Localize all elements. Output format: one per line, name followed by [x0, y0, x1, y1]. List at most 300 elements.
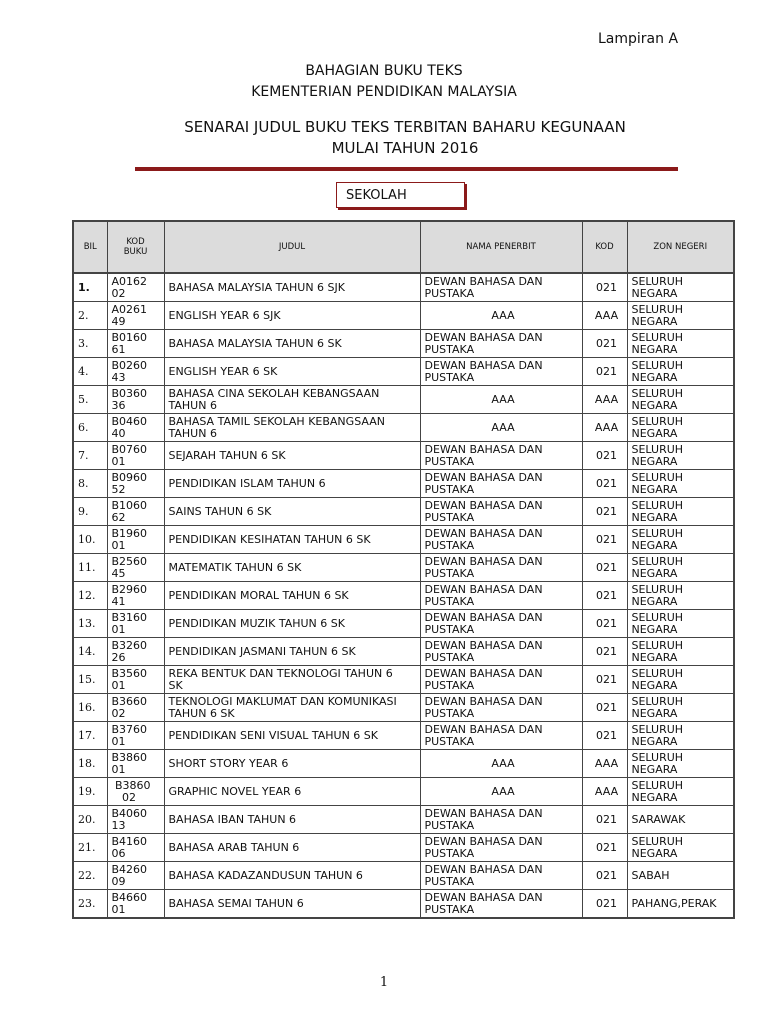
zon-line1: SELURUH — [631, 750, 684, 764]
zon-line1: SELURUH — [631, 302, 684, 316]
kod-buku-line2: 09 — [111, 874, 126, 888]
penerbit-line2: PUSTAKA — [424, 538, 475, 552]
cell-kod-buku — [107, 358, 164, 386]
textbook-table — [72, 220, 735, 919]
cell-kod-buku — [107, 834, 164, 862]
judul-line2: TAHUN 6 — [168, 426, 217, 440]
penerbit-line1: DEWAN BAHASA DAN — [424, 694, 543, 708]
cell-penerbit — [420, 470, 582, 498]
header-kod: KOD — [582, 221, 627, 273]
table-row — [73, 778, 734, 806]
zon-line2: NEGARA — [631, 706, 678, 720]
penerbit-line2: PUSTAKA — [424, 706, 475, 720]
cell-penerbit — [420, 442, 582, 470]
cell-penerbit — [420, 694, 582, 722]
cell-judul — [164, 694, 420, 722]
kod-buku-line1: B3560 — [111, 666, 148, 680]
cell-judul — [164, 414, 420, 442]
cell-bil: 19. — [73, 778, 107, 806]
cell-kod: 021 — [582, 862, 627, 890]
table-row — [73, 610, 734, 638]
cell-zon-negeri — [627, 694, 734, 722]
cell-kod: 021 — [582, 470, 627, 498]
kod-buku-line2: 01 — [111, 902, 126, 916]
zon-line1: SELURUH — [631, 610, 684, 624]
table-row — [73, 666, 734, 694]
table-row — [73, 554, 734, 582]
kod-buku-line2: 02 — [111, 286, 126, 300]
penerbit-line2: PUSTAKA — [424, 650, 475, 664]
kod-buku-line1: B0760 — [111, 442, 148, 456]
header-kod-buku-line1: KOD — [126, 237, 145, 247]
kod-buku-line1: A0261 — [111, 302, 148, 316]
table-row — [73, 890, 734, 919]
penerbit-line2: PUSTAKA — [424, 454, 475, 468]
penerbit-line2: PUSTAKA — [424, 594, 475, 608]
lampiran-label: Lampiran A — [598, 31, 679, 47]
zon-line1: SELURUH — [631, 778, 684, 792]
cell-judul: SEJARAH TAHUN 6 SK — [164, 442, 420, 470]
cell-bil: 5. — [73, 386, 107, 414]
table-row — [73, 470, 734, 498]
kod-buku-line2: 62 — [111, 510, 126, 524]
cell-judul: ENGLISH YEAR 6 SJK — [164, 302, 420, 330]
kod-buku-line2: 01 — [111, 454, 126, 468]
table-row — [73, 498, 734, 526]
kod-buku-line2: 43 — [111, 370, 126, 384]
cell-bil: 7. — [73, 442, 107, 470]
cell-kod: 021 — [582, 273, 627, 302]
kod-buku-line1: B0260 — [111, 358, 148, 372]
penerbit-line2: PUSTAKA — [424, 510, 475, 524]
table-row — [73, 638, 734, 666]
cell-kod: 021 — [582, 834, 627, 862]
cell-kod: AAA — [582, 750, 627, 778]
header-zon-negeri: ZON NEGERI — [627, 221, 734, 273]
cell-judul — [164, 386, 420, 414]
table-row — [73, 694, 734, 722]
cell-judul: PENDIDIKAN ISLAM TAHUN 6 — [164, 470, 420, 498]
penerbit-line1: DEWAN BAHASA DAN — [424, 442, 543, 456]
cell-penerbit — [420, 638, 582, 666]
cell-zon-negeri — [627, 498, 734, 526]
kod-buku-line2: 01 — [111, 622, 126, 636]
cell-kod-buku — [107, 610, 164, 638]
cell-penerbit: AAA — [420, 750, 582, 778]
kod-buku-line1: B0360 — [111, 386, 148, 400]
kod-buku-line2: 45 — [111, 566, 126, 580]
department-line-2: KEMENTERIAN PENDIDIKAN MALAYSIA — [251, 84, 517, 100]
cell-zon-negeri: PAHANG,PERAK — [627, 890, 734, 919]
cell-penerbit — [420, 526, 582, 554]
zon-line1: SELURUH — [631, 414, 684, 428]
cell-judul: BAHASA MALAYSIA TAHUN 6 SK — [164, 330, 420, 358]
header-nama-penerbit: NAMA PENERBIT — [420, 221, 582, 273]
cell-zon-negeri — [627, 386, 734, 414]
penerbit-line1: DEWAN BAHASA DAN — [424, 890, 543, 904]
penerbit-line1: DEWAN BAHASA DAN — [424, 526, 543, 540]
penerbit-line1: DEWAN BAHASA DAN — [424, 638, 543, 652]
cell-zon-negeri — [627, 722, 734, 750]
kod-buku-line1: B3260 — [111, 638, 148, 652]
cell-judul: BAHASA SEMAI TAHUN 6 — [164, 890, 420, 919]
table-row — [73, 358, 734, 386]
penerbit-line2: PUSTAKA — [424, 622, 475, 636]
zon-line2: NEGARA — [631, 342, 678, 356]
judul-line2: SK — [168, 678, 183, 692]
cell-kod: AAA — [582, 386, 627, 414]
kod-buku-line2: 40 — [111, 426, 126, 440]
cell-kod-buku — [107, 330, 164, 358]
penerbit-line1: DEWAN BAHASA DAN — [424, 610, 543, 624]
cell-kod-buku — [107, 638, 164, 666]
cell-bil: 16. — [73, 694, 107, 722]
cell-bil: 4. — [73, 358, 107, 386]
penerbit-line1: DEWAN BAHASA DAN — [424, 722, 543, 736]
cell-kod-buku — [107, 778, 164, 806]
penerbit-line1: DEWAN BAHASA DAN — [424, 554, 543, 568]
cell-bil: 15. — [73, 666, 107, 694]
cell-penerbit — [420, 666, 582, 694]
zon-line2: NEGARA — [631, 846, 678, 860]
penerbit-line1: DEWAN BAHASA DAN — [424, 470, 543, 484]
zon-line1: SELURUH — [631, 694, 684, 708]
cell-kod: AAA — [582, 778, 627, 806]
school-label-box: SEKOLAH — [336, 182, 465, 208]
zon-line1: SELURUH — [631, 330, 684, 344]
cell-kod: AAA — [582, 414, 627, 442]
cell-kod-buku — [107, 470, 164, 498]
kod-buku-line2: 01 — [111, 762, 126, 776]
cell-judul: PENDIDIKAN MORAL TAHUN 6 SK — [164, 582, 420, 610]
cell-kod-buku — [107, 806, 164, 834]
table-header-row — [73, 221, 734, 273]
cell-kod-buku — [107, 890, 164, 919]
cell-penerbit: AAA — [420, 778, 582, 806]
cell-zon-negeri — [627, 302, 734, 330]
kod-buku-line1: B0960 — [111, 470, 148, 484]
table-row — [73, 582, 734, 610]
cell-kod-buku — [107, 750, 164, 778]
cell-bil: 21. — [73, 834, 107, 862]
cell-penerbit — [420, 834, 582, 862]
cell-kod: 021 — [582, 666, 627, 694]
kod-buku-line2: 41 — [111, 594, 126, 608]
judul-line1: REKA BENTUK DAN TEKNOLOGI TAHUN 6 — [168, 666, 393, 680]
cell-kod-buku — [107, 666, 164, 694]
kod-buku-line2: 52 — [111, 482, 126, 496]
zon-line1: SELURUH — [631, 274, 684, 288]
penerbit-line2: PUSTAKA — [424, 482, 475, 496]
cell-zon-negeri — [627, 358, 734, 386]
cell-kod: 021 — [582, 330, 627, 358]
zon-line1: SELURUH — [631, 666, 684, 680]
judul-line2: TAHUN 6 SK — [168, 706, 235, 720]
zon-line2: NEGARA — [631, 622, 678, 636]
zon-line2: NEGARA — [631, 762, 678, 776]
penerbit-line1: DEWAN BAHASA DAN — [424, 274, 543, 288]
cell-kod-buku — [107, 582, 164, 610]
cell-kod-buku — [107, 386, 164, 414]
zon-line2: NEGARA — [631, 650, 678, 664]
kod-buku-line2: 49 — [111, 314, 126, 328]
penerbit-line2: PUSTAKA — [424, 902, 475, 916]
penerbit-line2: PUSTAKA — [424, 874, 475, 888]
kod-buku-line2: 06 — [111, 846, 126, 860]
cell-judul: PENDIDIKAN MUZIK TAHUN 6 SK — [164, 610, 420, 638]
cell-penerbit — [420, 806, 582, 834]
cell-zon-negeri — [627, 470, 734, 498]
kod-buku-line2: 36 — [111, 398, 126, 412]
kod-buku-line1: B4260 — [111, 862, 148, 876]
cell-penerbit: AAA — [420, 414, 582, 442]
kod-buku-line2: 02 — [111, 790, 136, 804]
penerbit-line1: DEWAN BAHASA DAN — [424, 666, 543, 680]
table-row — [73, 273, 734, 302]
cell-zon-negeri — [627, 666, 734, 694]
zon-line2: NEGARA — [631, 594, 678, 608]
cell-kod: 021 — [582, 554, 627, 582]
table-row — [73, 750, 734, 778]
cell-zon-negeri — [627, 582, 734, 610]
kod-buku-line2: 26 — [111, 650, 126, 664]
table-row — [73, 834, 734, 862]
penerbit-line2: PUSTAKA — [424, 678, 475, 692]
cell-penerbit — [420, 610, 582, 638]
cell-kod-buku — [107, 302, 164, 330]
cell-bil: 23. — [73, 890, 107, 919]
cell-penerbit — [420, 554, 582, 582]
cell-zon-negeri: SARAWAK — [627, 806, 734, 834]
kod-buku-line1: A0162 — [111, 274, 148, 288]
cell-kod-buku — [107, 862, 164, 890]
kod-buku-line1: B3760 — [111, 722, 148, 736]
kod-buku-line2: 61 — [111, 342, 126, 356]
cell-kod-buku — [107, 554, 164, 582]
cell-bil: 13. — [73, 610, 107, 638]
zon-line1: SELURUH — [631, 638, 684, 652]
cell-judul: BAHASA ARAB TAHUN 6 — [164, 834, 420, 862]
zon-line2: NEGARA — [631, 482, 678, 496]
zon-line2: NEGARA — [631, 370, 678, 384]
cell-penerbit: AAA — [420, 386, 582, 414]
cell-kod: 021 — [582, 498, 627, 526]
cell-judul: GRAPHIC NOVEL YEAR 6 — [164, 778, 420, 806]
zon-line2: NEGARA — [631, 510, 678, 524]
penerbit-line1: DEWAN BAHASA DAN — [424, 498, 543, 512]
cell-zon-negeri — [627, 610, 734, 638]
cell-bil: 9. — [73, 498, 107, 526]
cell-kod: 021 — [582, 806, 627, 834]
zon-line2: NEGARA — [631, 454, 678, 468]
cell-bil: 11. — [73, 554, 107, 582]
cell-bil: 22. — [73, 862, 107, 890]
cell-judul: PENDIDIKAN SENI VISUAL TAHUN 6 SK — [164, 722, 420, 750]
penerbit-line2: PUSTAKA — [424, 370, 475, 384]
cell-judul: BAHASA IBAN TAHUN 6 — [164, 806, 420, 834]
cell-penerbit — [420, 330, 582, 358]
cell-penerbit — [420, 498, 582, 526]
cell-judul: MATEMATIK TAHUN 6 SK — [164, 554, 420, 582]
kod-buku-line2: 01 — [111, 734, 126, 748]
judul-line2: TAHUN 6 — [168, 398, 217, 412]
penerbit-line1: DEWAN BAHASA DAN — [424, 862, 543, 876]
document-title-line-2: MULAI TAHUN 2016 — [331, 139, 479, 157]
kod-buku-line1: B1960 — [111, 526, 148, 540]
zon-line2: NEGARA — [631, 790, 678, 804]
zon-line1: SELURUH — [631, 442, 684, 456]
table-row — [73, 526, 734, 554]
cell-penerbit — [420, 722, 582, 750]
zon-line2: NEGARA — [631, 734, 678, 748]
penerbit-line2: PUSTAKA — [424, 846, 475, 860]
kod-buku-line2: 01 — [111, 538, 126, 552]
zon-line1: SELURUH — [631, 470, 684, 484]
cell-bil: 6. — [73, 414, 107, 442]
cell-bil: 18. — [73, 750, 107, 778]
penerbit-line2: PUSTAKA — [424, 734, 475, 748]
cell-judul: BAHASA MALAYSIA TAHUN 6 SJK — [164, 273, 420, 302]
header-kod-buku-line2: BUKU — [123, 247, 148, 257]
cell-bil: 14. — [73, 638, 107, 666]
penerbit-line2: PUSTAKA — [424, 566, 475, 580]
cell-zon-negeri — [627, 273, 734, 302]
cell-zon-negeri — [627, 442, 734, 470]
zon-line2: NEGARA — [631, 398, 678, 412]
cell-kod: AAA — [582, 302, 627, 330]
cell-kod-buku — [107, 722, 164, 750]
header-bil: BIL — [73, 221, 107, 273]
table-row — [73, 302, 734, 330]
kod-buku-line2: 13 — [111, 818, 126, 832]
cell-bil: 8. — [73, 470, 107, 498]
kod-buku-line1: B3160 — [111, 610, 148, 624]
zon-line2: NEGARA — [631, 678, 678, 692]
zon-line1: SELURUH — [631, 358, 684, 372]
kod-buku-line1: B0160 — [111, 330, 148, 344]
cell-kod: 021 — [582, 694, 627, 722]
cell-kod: 021 — [582, 582, 627, 610]
cell-zon-negeri — [627, 778, 734, 806]
cell-zon-negeri: SABAH — [627, 862, 734, 890]
cell-bil: 2. — [73, 302, 107, 330]
cell-kod-buku — [107, 442, 164, 470]
zon-line2: NEGARA — [631, 538, 678, 552]
cell-penerbit: AAA — [420, 302, 582, 330]
zon-line1: SELURUH — [631, 386, 684, 400]
cell-penerbit — [420, 358, 582, 386]
cell-judul: SHORT STORY YEAR 6 — [164, 750, 420, 778]
cell-bil: 10. — [73, 526, 107, 554]
cell-judul: SAINS TAHUN 6 SK — [164, 498, 420, 526]
header-kod-buku — [107, 221, 164, 273]
page-number: 1 — [379, 975, 389, 990]
cell-judul — [164, 666, 420, 694]
cell-kod: 021 — [582, 638, 627, 666]
zon-line1: SELURUH — [631, 834, 684, 848]
cell-kod-buku — [107, 526, 164, 554]
document-title-line-1: SENARAI JUDUL BUKU TEKS TERBITAN BAHARU KEGUNAAN — [184, 118, 626, 136]
penerbit-line1: DEWAN BAHASA DAN — [424, 358, 543, 372]
kod-buku-line1: B2960 — [111, 582, 148, 596]
cell-judul: PENDIDIKAN JASMANI TAHUN 6 SK — [164, 638, 420, 666]
cell-penerbit — [420, 582, 582, 610]
kod-buku-line1: B3860 — [111, 750, 148, 764]
table-row — [73, 330, 734, 358]
cell-kod: 021 — [582, 610, 627, 638]
zon-line1: SELURUH — [631, 554, 684, 568]
cell-kod: 021 — [582, 722, 627, 750]
table-row — [73, 414, 734, 442]
kod-buku-line1: B1060 — [111, 498, 148, 512]
penerbit-line1: DEWAN BAHASA DAN — [424, 582, 543, 596]
cell-zon-negeri — [627, 638, 734, 666]
table-row — [73, 722, 734, 750]
cell-zon-negeri — [627, 750, 734, 778]
cell-zon-negeri — [627, 526, 734, 554]
table-row — [73, 862, 734, 890]
kod-buku-line1: B4060 — [111, 806, 148, 820]
table-row — [73, 806, 734, 834]
cell-judul: BAHASA KADAZANDUSUN TAHUN 6 — [164, 862, 420, 890]
penerbit-line1: DEWAN BAHASA DAN — [424, 330, 543, 344]
kod-buku-line2: 02 — [111, 706, 126, 720]
cell-judul: PENDIDIKAN KESIHATAN TAHUN 6 SK — [164, 526, 420, 554]
cell-zon-negeri — [627, 554, 734, 582]
cell-kod: 021 — [582, 890, 627, 919]
penerbit-line1: DEWAN BAHASA DAN — [424, 806, 543, 820]
penerbit-line2: PUSTAKA — [424, 286, 475, 300]
penerbit-line2: PUSTAKA — [424, 818, 475, 832]
kod-buku-line1: B0460 — [111, 414, 148, 428]
table-row — [73, 442, 734, 470]
cell-kod: 021 — [582, 442, 627, 470]
zon-line1: SELURUH — [631, 722, 684, 736]
cell-kod: 021 — [582, 526, 627, 554]
zon-line1: SELURUH — [631, 582, 684, 596]
cell-zon-negeri — [627, 834, 734, 862]
cell-penerbit — [420, 862, 582, 890]
cell-zon-negeri — [627, 330, 734, 358]
table-row — [73, 386, 734, 414]
kod-buku-line2: 01 — [111, 678, 126, 692]
kod-buku-line1: B4160 — [111, 834, 148, 848]
judul-line1: TEKNOLOGI MAKLUMAT DAN KOMUNIKASI — [168, 694, 397, 708]
cell-bil: 3. — [73, 330, 107, 358]
cell-kod-buku — [107, 694, 164, 722]
cell-penerbit — [420, 273, 582, 302]
kod-buku-line1: B3660 — [111, 694, 148, 708]
kod-buku-line1: B4660 — [111, 890, 148, 904]
department-line-1: BAHAGIAN BUKU TEKS — [305, 63, 463, 79]
cell-kod-buku — [107, 414, 164, 442]
header-judul: JUDUL — [164, 221, 420, 273]
penerbit-line2: PUSTAKA — [424, 342, 475, 356]
cell-penerbit — [420, 890, 582, 919]
kod-buku-line1: B3860 — [111, 778, 151, 792]
zon-line2: NEGARA — [631, 426, 678, 440]
cell-bil: 1. — [73, 273, 107, 302]
cell-bil: 17. — [73, 722, 107, 750]
cell-zon-negeri — [627, 414, 734, 442]
cell-bil: 20. — [73, 806, 107, 834]
cell-kod-buku — [107, 498, 164, 526]
zon-line2: NEGARA — [631, 566, 678, 580]
cell-kod-buku — [107, 273, 164, 302]
cell-kod: 021 — [582, 358, 627, 386]
zon-line2: NEGARA — [631, 314, 678, 328]
penerbit-line1: DEWAN BAHASA DAN — [424, 834, 543, 848]
